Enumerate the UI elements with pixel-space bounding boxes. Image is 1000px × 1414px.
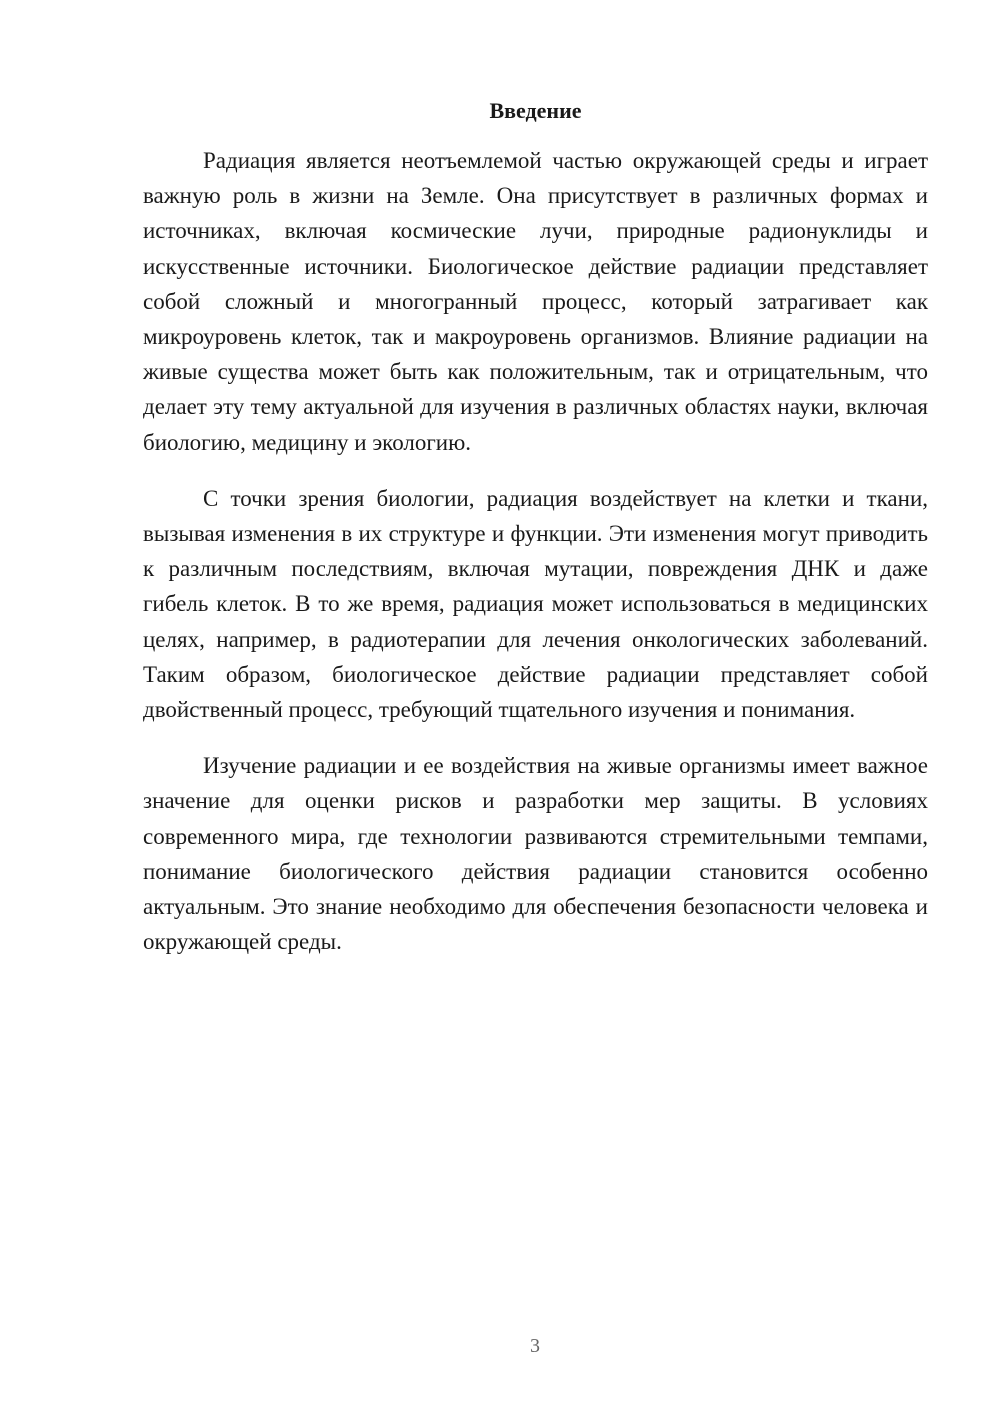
page-title: Введение bbox=[489, 98, 582, 123]
page-number: 3 bbox=[530, 1335, 540, 1357]
paragraph-1: Радиация является неотъемлемой частью окружающей среды и играет важную роль в жизни на Земле. Она присутствует в различных формах и источниках, включая космические лучи, природные радионуклиды и искусственные источники. Биологическое действие радиации представляет собой сложный и многогранный процесс, который затрагивает как микроуровень клеток, так и макроуровень организмов. Влияние радиации на живые существа может быть как положительным, так и отрицательным, что делает эту тему актуальной для изучения в различных областях науки, включая биологию, медицину и экологию. bbox=[143, 148, 928, 455]
paragraph-2: С точки зрения биологии, радиация воздействует на клетки и ткани, вызывая изменения в их структуре и функции. Эти изменения могут приводить к различным последствиям, включая мутации, повреждения ДНК и даже гибель клеток. В то же время, радиация может использоваться в медицинских целях, например, в радиотерапии для лечения онкологических заболеваний. Таким образом, биологическое действие радиации представляет собой двойственный процесс, требующий тщательного изучения и понимания. bbox=[143, 485, 928, 723]
document-body bbox=[143, 143, 928, 980]
paragraph-3: Изучение радиации и ее воздействия на живые организмы имеет важное значение для оценки рисков и разработки мер защиты. В условиях современного мира, где технологии развиваются стремительными темпами, понимание биологического действия радиации становится особенно актуальным. Это знание необходимо для обеспечения безопасности человека и окружающей среды. bbox=[143, 753, 928, 955]
